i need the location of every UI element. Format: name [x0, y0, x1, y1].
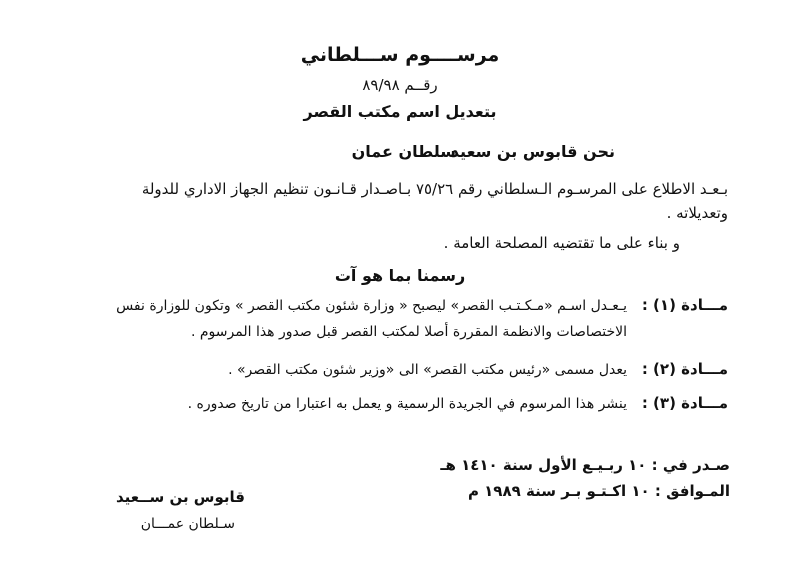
preamble-line-3: و بناء على ما تقتضيه المصلحة العامة . — [443, 234, 680, 252]
article-1-line-2: الاختصاصات والانظمة المقررة أصلا لمكتب القصر قبل صدور هذا المرسوم . — [190, 324, 627, 340]
article-2-line-1: يعدل مسمى «رئيس مكتب القصر» الى «وزير شئون مكتب القصر» . — [228, 362, 627, 378]
signature-name: قابوس بن ســعيد — [115, 488, 245, 506]
signature-title: سـلطان عمـــان — [140, 516, 235, 532]
article-1-line-1: يـعـدل اسـم «مـكـتـب القصر» ليصبح « وزارة شئون مكتب القصر » وتكون للوزارة نفس — [116, 298, 627, 314]
decree-number: رقــم ٨٩/٩٨ — [362, 76, 438, 94]
article-3-line-1: ينشر هذا المرسوم في الجريدة الرسمية و يعمل به اعتبارا من تاريخ صدوره . — [187, 396, 627, 412]
issuer-name: نحن قابوس بن سعيد — [450, 142, 615, 161]
issuer-title: سلطان عمان — [351, 142, 456, 161]
article-2-label: مـــادة (٢) : — [641, 360, 728, 378]
decreed-heading: رسمنا بما هو آت — [334, 266, 466, 285]
issue-date-gregorian: المـوافق : ١٠ اكـتـو بـر سنة ١٩٨٩ م — [467, 482, 730, 500]
article-1-label: مـــادة (١) : — [641, 296, 728, 314]
decree-subject: بتعديل اسم مكتب القصر — [303, 102, 497, 121]
preamble-line-1: بـعـد الاطلاع على المرسـوم الـسلطاني رقم ٧٥/٢٦ بـاصـدار قـانـون تنظيم الجهاز الاداري للدولة — [141, 180, 728, 198]
issue-date-hijri: صـدر في : ١٠ ربـيـع الأول سنة ١٤١٠ هـ — [440, 456, 730, 474]
preamble-line-2: وتعديلاته . — [666, 204, 728, 222]
article-3-label: مـــادة (٣) : — [641, 394, 728, 412]
decree-title: مرســــوم ســـلطاني — [300, 44, 500, 66]
